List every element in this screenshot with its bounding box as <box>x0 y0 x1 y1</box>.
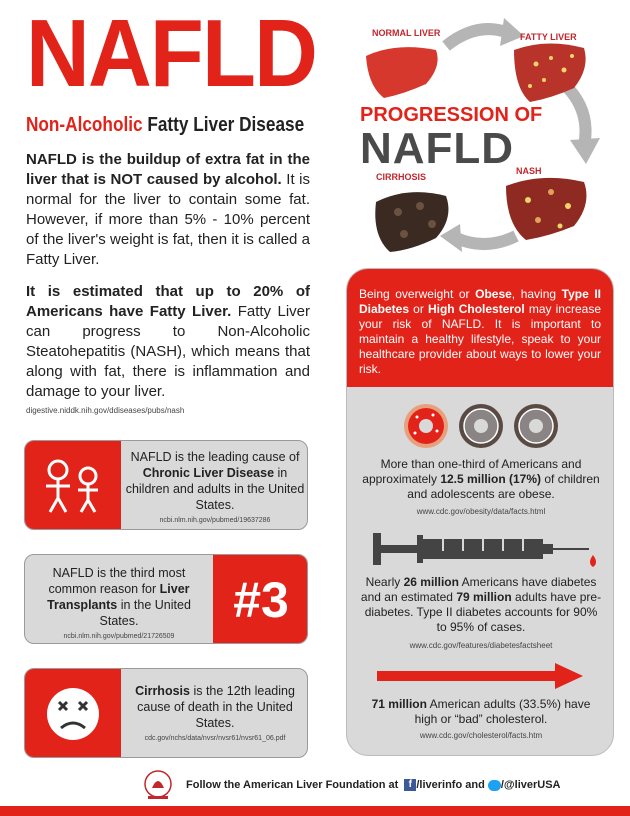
arrow-fatty-to-nash <box>566 86 586 146</box>
facebook-icon: f <box>404 779 416 791</box>
card-3-source: cdc.gov/nchs/data/nvsr/nvsr61/nvsr61_06.pdf <box>144 735 286 742</box>
card-icon-panel <box>25 441 121 530</box>
cholesterol-source: www.cdc.gov/cholesterol/facts.htm <box>419 731 543 740</box>
obesity-stat: More than one-third of Americans and approximately 12.5 million (17%) of children and adolescents are obese. <box>362 457 600 501</box>
twitter-link[interactable]: /@liverUSA <box>500 779 561 791</box>
stage-label-normal: NORMAL LIVER <box>372 28 441 38</box>
diabetes-source: www.cdc.gov/features/diabetesfactsheet <box>409 641 553 650</box>
stage-label-fatty: FATTY LIVER <box>520 32 577 42</box>
rank-badge: #3 <box>233 572 289 628</box>
fact-card-cirrhosis <box>24 668 308 758</box>
donut-icon-2 <box>459 404 503 448</box>
normal-liver-icon <box>366 47 438 98</box>
children-icon <box>38 456 108 516</box>
fact-card-transplant <box>24 554 308 644</box>
footer-follow: Follow the American Liver Foundation at f /liverinfo and /@liverUSA <box>186 779 561 791</box>
card-badge-panel <box>213 555 308 644</box>
obesity-source: www.cdc.gov/obesity/data/facts.html <box>416 507 546 516</box>
subtitle-dark: Fatty Liver Disease <box>142 114 305 136</box>
card-2-source: ncbi.nlm.nih.gov/pubmed/21726509 <box>63 633 175 640</box>
card-2-text: NAFLD is the third most common reason for Liver Transplants in the United States. <box>47 566 191 628</box>
page-title: NAFLD <box>26 0 317 107</box>
cholesterol-stat: 71 million American adults (33.5%) have high or “bad” cholesterol. <box>371 697 591 726</box>
card-icon-panel-3 <box>25 669 121 758</box>
risk-intro: Being overweight or Obese, having Type II Diabetes or High Cholesterol may increase your risk of NAFLD. It is important to maintain a healthy lifestyle, speak to your healthcare provider about ways to lower your risk. <box>347 269 613 387</box>
sad-face-icon <box>43 684 103 744</box>
alf-logo-icon <box>140 768 176 802</box>
facebook-link[interactable]: /liverinfo <box>416 779 463 791</box>
intro-paragraph-2: It is estimated that up to 20% of Americans have Fatty Liver. Fatty Liver can progress to Non-Alcoholic Steatohepatitis (NASH), which means that along with fat, there is inflammation and damage to your liver. <box>26 283 311 400</box>
donut-icon-3 <box>514 404 558 448</box>
arrow-head-2 <box>570 138 600 164</box>
stage-label-nash: NASH <box>516 166 542 176</box>
stage-label-cirrhosis: CIRRHOSIS <box>376 172 427 182</box>
intro-source: digestive.niddk.nih.gov/ddiseases/pubs/nash <box>26 406 185 415</box>
arrow-right-icon <box>377 661 587 691</box>
card-3-text: Cirrhosis is the 12th leading cause of death in the United States. <box>135 684 295 730</box>
subtitle-red: Non-Alcoholic <box>26 114 143 136</box>
syringe-icon <box>367 527 603 571</box>
arrow-normal-to-fatty <box>446 29 506 46</box>
arrow-head-3 <box>440 224 462 252</box>
intro-paragraph-1: NAFLD is the buildup of extra fat in the liver that is NOT caused by alcohol. It is normal for the liver to contain some fat. However, if more than 5% - 10% percent of the liver's weight is fat, then it is called a Fatty Liver. <box>26 151 310 268</box>
page-subtitle <box>26 114 304 137</box>
twitter-icon <box>488 780 501 791</box>
donut-icons <box>401 401 561 451</box>
arrow-nash-to-cirrhosis <box>456 236 516 244</box>
diabetes-stat: Nearly 26 million Americans have diabetes and an estimated 79 million adults have pre-diabetes. Type II diabetes accounts for 90% to 95% of cases. <box>360 575 602 634</box>
risk-panel <box>346 268 614 756</box>
progression-title-big: NAFLD <box>360 124 515 173</box>
card-1-text: NAFLD is the leading cause of Chronic Liver Disease in children and adults in the United States. <box>125 450 305 512</box>
donut-icon-1 <box>404 404 448 448</box>
nash-liver-icon <box>506 178 586 240</box>
progression-title: PROGRESSION OF <box>360 104 543 126</box>
cirrhosis-liver-icon <box>375 192 448 252</box>
fact-card-chronic <box>24 440 308 530</box>
footer-bar <box>0 806 630 816</box>
card-1-source: ncbi.nlm.nih.gov/pubmed/19637286 <box>159 517 271 524</box>
blood-drop-icon <box>590 555 596 567</box>
